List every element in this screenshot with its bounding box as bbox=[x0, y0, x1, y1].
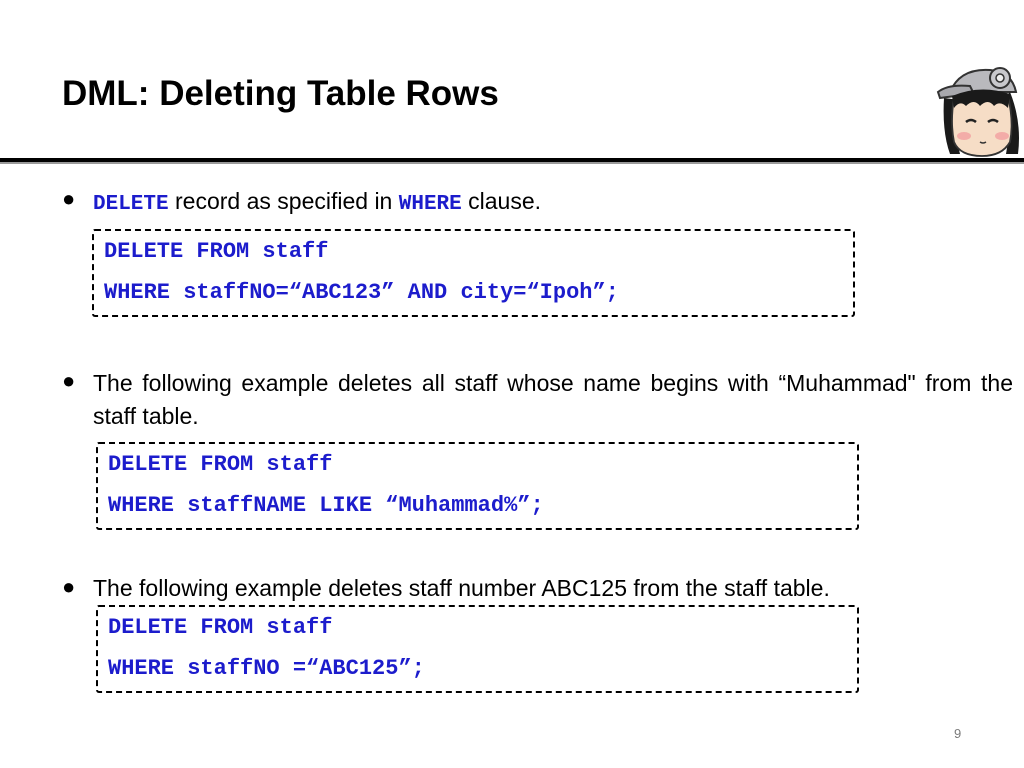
code-block-3 bbox=[96, 605, 859, 693]
title-divider-shadow bbox=[0, 162, 1024, 164]
bullet-icon: ● bbox=[62, 574, 76, 599]
code-block-1 bbox=[92, 229, 855, 317]
code-line: DELETE FROM staff bbox=[108, 452, 333, 477]
where-keyword: WHERE bbox=[398, 193, 462, 216]
mascot-icon bbox=[930, 62, 1024, 158]
bullet-2-text: The following example deletes all staff whose name begins with “Muhammad" from the staff table. bbox=[93, 370, 1013, 429]
bullet-3-text: The following example deletes staff number ABC125 from the staff table. bbox=[93, 575, 830, 601]
bullet-1-text-part1: record as specified in bbox=[168, 188, 399, 214]
page-number: 9 bbox=[954, 726, 962, 741]
bullet-1-text-part2: clause. bbox=[461, 188, 542, 214]
code-line: DELETE FROM staff bbox=[108, 615, 333, 640]
bullet-1-text bbox=[93, 185, 541, 221]
bullet-icon: ● bbox=[62, 368, 76, 393]
delete-keyword: DELETE bbox=[93, 193, 169, 216]
code-line: DELETE FROM staff bbox=[104, 239, 329, 264]
bullet-icon: ● bbox=[62, 186, 76, 211]
code-line: WHERE staffNAME LIKE “Muhammad%”; bbox=[108, 493, 544, 518]
code-line: WHERE staffNO=“ABC123” AND city=“Ipoh”; bbox=[104, 280, 619, 305]
slide-title: DML: Deleting Table Rows bbox=[62, 74, 499, 113]
code-block-2 bbox=[96, 442, 859, 530]
code-line: WHERE staffNO =“ABC125”; bbox=[108, 656, 425, 681]
